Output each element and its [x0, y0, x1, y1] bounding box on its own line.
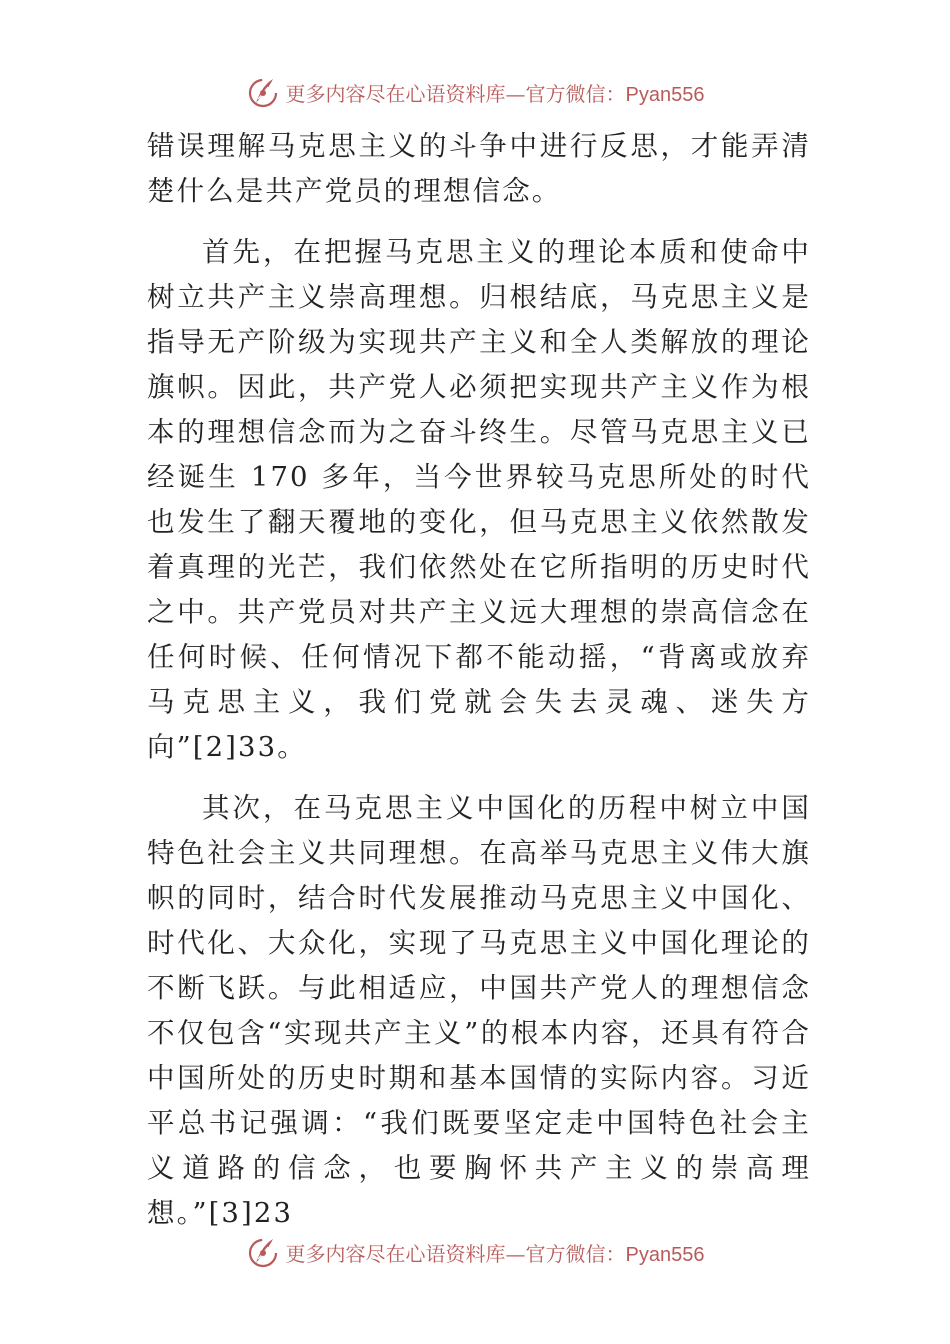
- footer-watermark: [0, 1232, 950, 1272]
- paragraph-first: 首先，在把握马克思主义的理论本质和使命中树立共产主义崇高理想。归根结底，马克思主义是指导无产阶级为实现共产主义和全人类解放的理论旗帜。因此，共产党人必须把实现共产主义作为根本的理想信念而为之奋斗终生。尽管马克思主义已经诞生 170 多年，当今世界较马克思所处的时代也发生了翻天覆地的变化，但马克思主义依然散发着真理的光芒，我们依然处在它所指明的历史时代之中。共产党员对共产主义远大理想的崇高信念在任何时候、任何情况下都不能动摇，“背离或放弃马克思主义，我们党就会失去灵魂、迷失方向”[2]33。: [147, 236, 811, 763]
- footer-watermark-text: 更多内容尽在心语资料库—官方微信：Pyan556: [285, 1241, 705, 1266]
- header-wechat-id: Pyan556: [625, 83, 705, 106]
- quill-feather-icon: [246, 1235, 280, 1269]
- header-watermark: [0, 72, 950, 112]
- quill-feather-icon: [246, 75, 280, 109]
- footer-wechat-id: Pyan556: [625, 1243, 705, 1266]
- paragraph-continuation: 错误理解马克思主义的斗争中进行反思，才能弄清楚什么是共产党员的理想信念。: [147, 130, 811, 207]
- header-watermark-text: 更多内容尽在心语资料库—官方微信：Pyan556: [285, 81, 705, 106]
- document-body: [147, 124, 811, 1236]
- paragraph-second: 其次，在马克思主义中国化的历程中树立中国特色社会主义共同理想。在高举马克思主义伟大旗帜的同时，结合时代发展推动马克思主义中国化、时代化、大众化，实现了马克思主义中国化理论的不断飞跃。与此相适应，中国共产党人的理想信念不仅包含“实现共产主义”的根本内容，还具有符合中国所处的历史时期和基本国情的实际内容。习近平总书记强调：“我们既要坚定走中国特色社会主义道路的信念，也要胸怀共产主义的崇高理想。”[3]23: [147, 792, 811, 1229]
